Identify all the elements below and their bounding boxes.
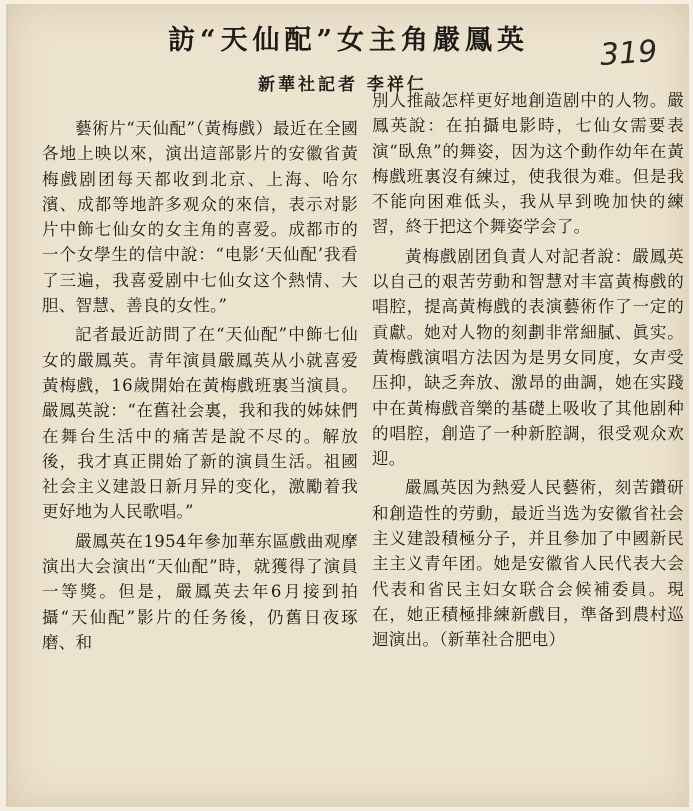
- paragraph: 黃梅戲剧团負責人对記者說：嚴鳳英以自己的艰苦劳動和智慧对丰富黃梅戲的唱腔，提高黃梅戲的表演藝術作了一定的貢獻。她对人物的刻劃非常細膩、眞实。黃梅戲演唱方法因为是男女同度，女声受压抑，缺乏奔放、激昂的曲調，她在实踐中在黃梅戲音樂的基礎上吸收了其他剧种的唱腔，創造了一种新腔調，很受观众欢迎。: [372, 246, 684, 469]
- newspaper-clipping: [6, 4, 689, 807]
- right-column: [372, 88, 684, 657]
- paragraph: 嚴鳳英因为熱爱人民藝術，刻苦鑽研和創造性的劳動，最近当选为安徽省社会主义建設積極分子，并且參加了中國新民主主义青年团。她是安徽省人民代表大会代表和省民主妇女联合会候補委員。現在，她正積極排練新戲目，準备到農村巡迴演出。（新華社合肥电）: [372, 478, 684, 650]
- paragraph: 記者最近訪問了在“天仙配”中飾七仙女的嚴鳳英。青年演員嚴鳳英从小就喜爱黃梅戲，16歲開始在黃梅戲班裏当演員。嚴鳳英說：“在舊社会裏，我和我的姊妹們在舞台生活中的痛苦是說不尽的。解放後，我才真正開始了新的演員生活。祖國社会主义建設日新月异的变化，激勵着我更好地为人民歌唱。”: [42, 325, 358, 522]
- handwritten-page-number: 319: [598, 34, 659, 73]
- paragraph: 藝術片“天仙配”（黃梅戲）最近在全國各地上映以來，演出這部影片的安徽省黃梅戲剧团每天都收到北京、上海、哈尔濱、成都等地許多观众的來信，表示对影片中飾七仙女的女主角的喜爱。成都市的一个女學生的信中說：“电影‘天仙配’我看了三遍，我喜爱剧中七仙女这个熱情、大胆、智慧、善良的女性。”: [42, 119, 358, 316]
- article-title: 訪“天仙配”女主角嚴鳳英: [167, 25, 530, 56]
- article-byline: 新華社記者 李祥仁: [258, 75, 427, 95]
- left-column: [42, 116, 358, 659]
- paragraph: 別人推敲怎样更好地創造剧中的人物。嚴鳳英說：在拍攝电影時，七仙女需要表演“臥魚”的舞姿，因为这个動作幼年在黃梅戲班裏沒有練过，使我很为难。但是我不能向困难低头，我从早到晚加快的練習，終于把这个舞姿学会了。: [372, 91, 684, 237]
- paragraph: 嚴鳳英在1954年參加華东區戲曲观摩演出大会演出“天仙配”時，就獲得了演員一等獎。但是，嚴鳳英去年6月接到拍攝“天仙配”影片的任务後，仍舊日夜琢磨、和: [42, 531, 358, 652]
